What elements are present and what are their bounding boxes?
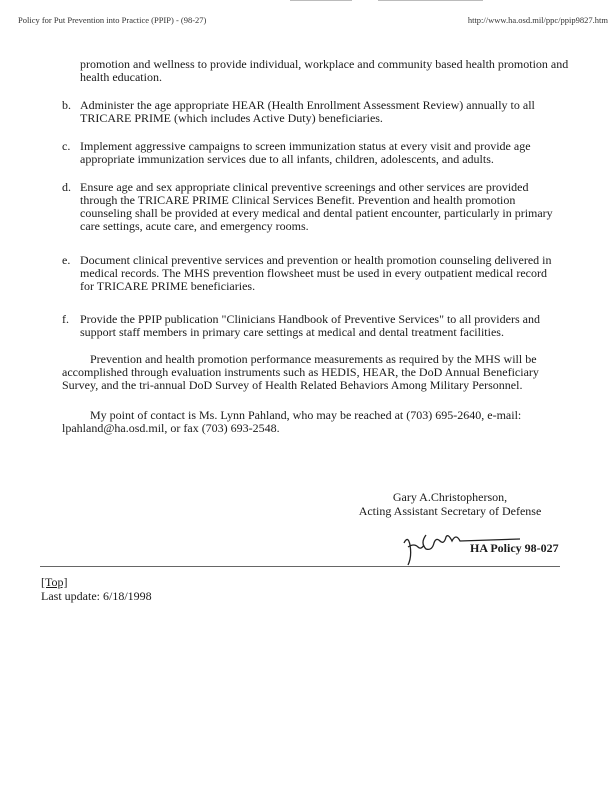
paragraph: Prevention and health promotion performance measurements as required by the MHS will be accomplished through evaluation instruments such as HEDIS, HEAR, the DoD Annual Beneficiary Survey, and the tri-annual DoD Survey of Health Related Behaviors Among Military Personnel.: [62, 352, 539, 392]
list-item: [62, 254, 562, 293]
item-label: b.: [62, 98, 71, 112]
item-text: Document clinical preventive services and prevention or health promotion counseling delivered in medical records. The MHS prevention flowsheet must be used in every outpatient medical record for TRICARE PRIME beneficiaries.: [80, 253, 552, 293]
item-text: Ensure age and sex appropriate clinical preventive screenings and other services are provided through the TRICARE PRIME Clinical Services Benefit. Prevention and health promotion counseling shall be provided at every medical and dental patient encounter, particularly in primary care settings, acute care, and emergency rooms.: [80, 180, 553, 233]
page-header-url: http://www.ha.osd.mil/ppc/ppip9827.htm: [467, 15, 608, 25]
policy-number: HA Policy 98-027: [470, 541, 559, 555]
list-item: [62, 181, 562, 233]
horizontal-rule: [40, 566, 560, 567]
scan-line: [378, 0, 483, 1]
paragraph: My point of contact is Ms. Lynn Pahland, who may be reached at (703) 695-2640, e-mail: lpahland@ha.osd.mil, or fax (703) 693-2548.: [62, 408, 522, 435]
list-item: [62, 99, 562, 125]
last-update: Last update: 6/18/1998: [41, 589, 152, 603]
signer-title: Acting Assistant Secretary of Defense: [358, 504, 542, 518]
page-header-title: Policy for Put Prevention into Practice (PPIP) - (98-27): [18, 15, 207, 25]
top-link[interactable]: [Top]: [41, 575, 68, 589]
list-item: [62, 313, 562, 339]
list-item: [62, 140, 562, 166]
item-text: Provide the PPIP publication "Clinicians Handbook of Preventive Services" to all providers and support staff members in primary care settings at medical and dental treatment facilities.: [80, 312, 540, 339]
item-text: Implement aggressive campaigns to screen immunization status at every visit and provide age appropriate immunization services due to all infants, children, adolescents, and adults.: [80, 139, 531, 166]
item-label: d.: [62, 180, 71, 194]
item-label: f.: [62, 312, 69, 326]
scan-line: [290, 0, 352, 1]
item-text: Administer the age appropriate HEAR (Health Enrollment Assessment Review) annually to all TRICARE PRIME (which includes Active Duty) beneficiaries.: [80, 98, 535, 125]
item-label: e.: [62, 253, 71, 267]
item-label: c.: [62, 139, 71, 153]
intro-continuation: promotion and wellness to provide individual, workplace and community based health promotion and health education.: [80, 57, 569, 84]
signer-name: Gary A.Christopherson,: [392, 490, 508, 504]
